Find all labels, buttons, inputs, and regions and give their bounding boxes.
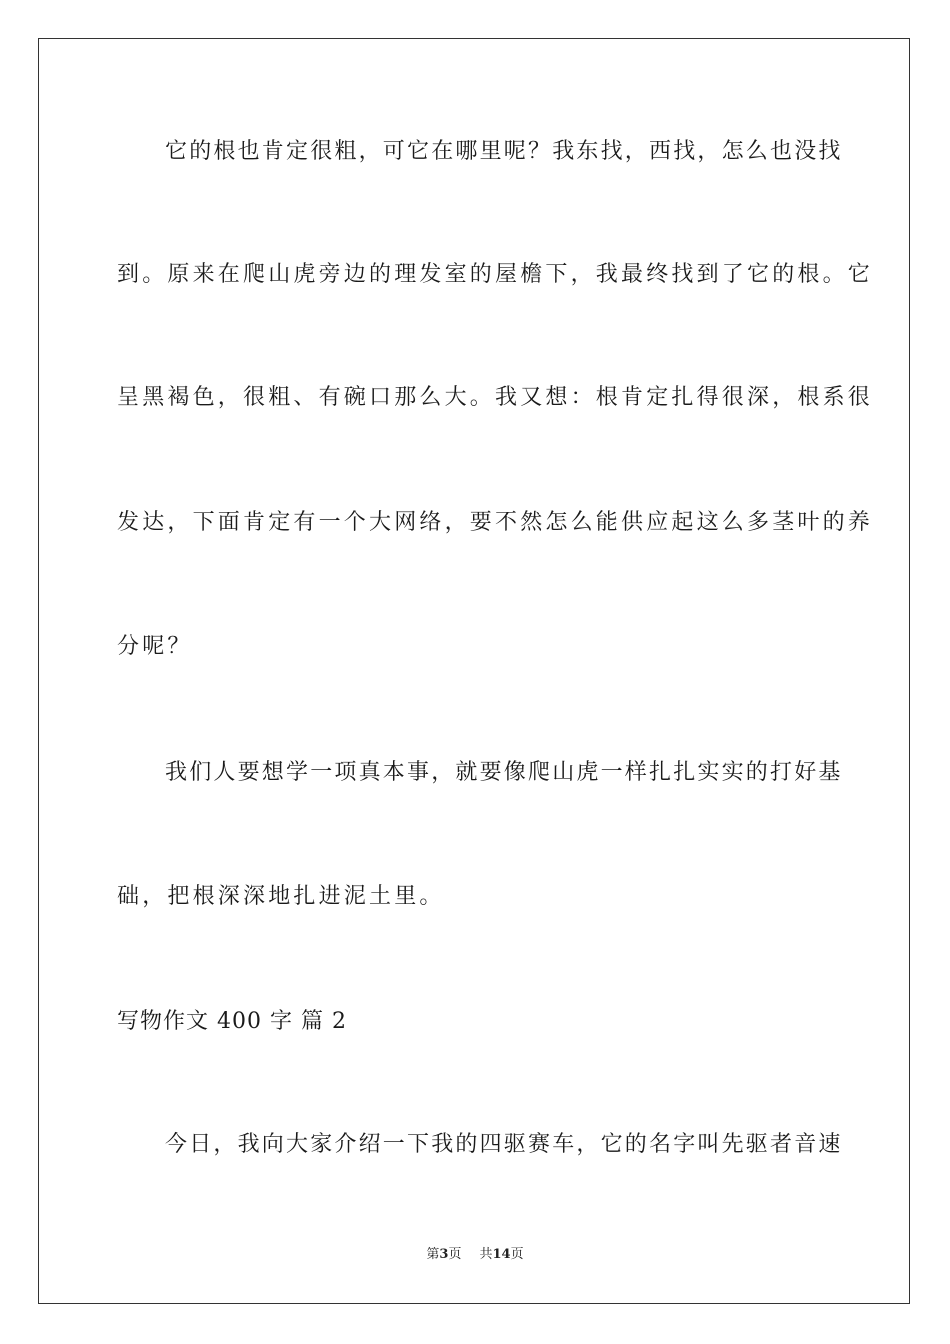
page-suffix: 页 xyxy=(448,1247,462,1262)
page-border xyxy=(38,38,910,1304)
paragraph-2-line-2: 础，把根深深地扎进泥土里。 xyxy=(117,884,445,909)
paragraph-3-line-1: 今日，我向大家介绍一下我的四驱赛车，它的名字叫先驱者音速 xyxy=(165,1132,843,1157)
total-pages: 14 xyxy=(492,1247,511,1262)
paragraph-1-line-4: 发达，下面肯定有一个大网络，要不然怎么能供应起这么多茎叶的养 xyxy=(117,510,874,535)
paragraph-1-line-1: 它的根也肯定很粗，可它在哪里呢？我东找，西找，怎么也没找 xyxy=(165,139,843,164)
paragraph-1-line-5: 分呢？ xyxy=(117,634,193,659)
paragraph-1-line-3: 呈黑褐色，很粗、有碗口那么大。我又想：根肯定扎得很深，根系很 xyxy=(117,385,874,410)
paragraph-1-line-2: 到。原来在爬山虎旁边的理发室的屋檐下，我最终找到了它的根。它 xyxy=(117,262,874,287)
total-prefix: 共 xyxy=(479,1247,493,1262)
paragraph-2-line-1: 我们人要想学一项真本事，就要像爬山虎一样扎扎实实的打好基 xyxy=(165,760,843,785)
section-heading: 写物作文 400 字 篇 2 xyxy=(117,1009,347,1034)
total-suffix: 页 xyxy=(510,1247,524,1262)
page-prefix: 第 xyxy=(426,1247,440,1262)
page-number: 3 xyxy=(439,1247,449,1262)
page-footer xyxy=(0,1246,950,1264)
